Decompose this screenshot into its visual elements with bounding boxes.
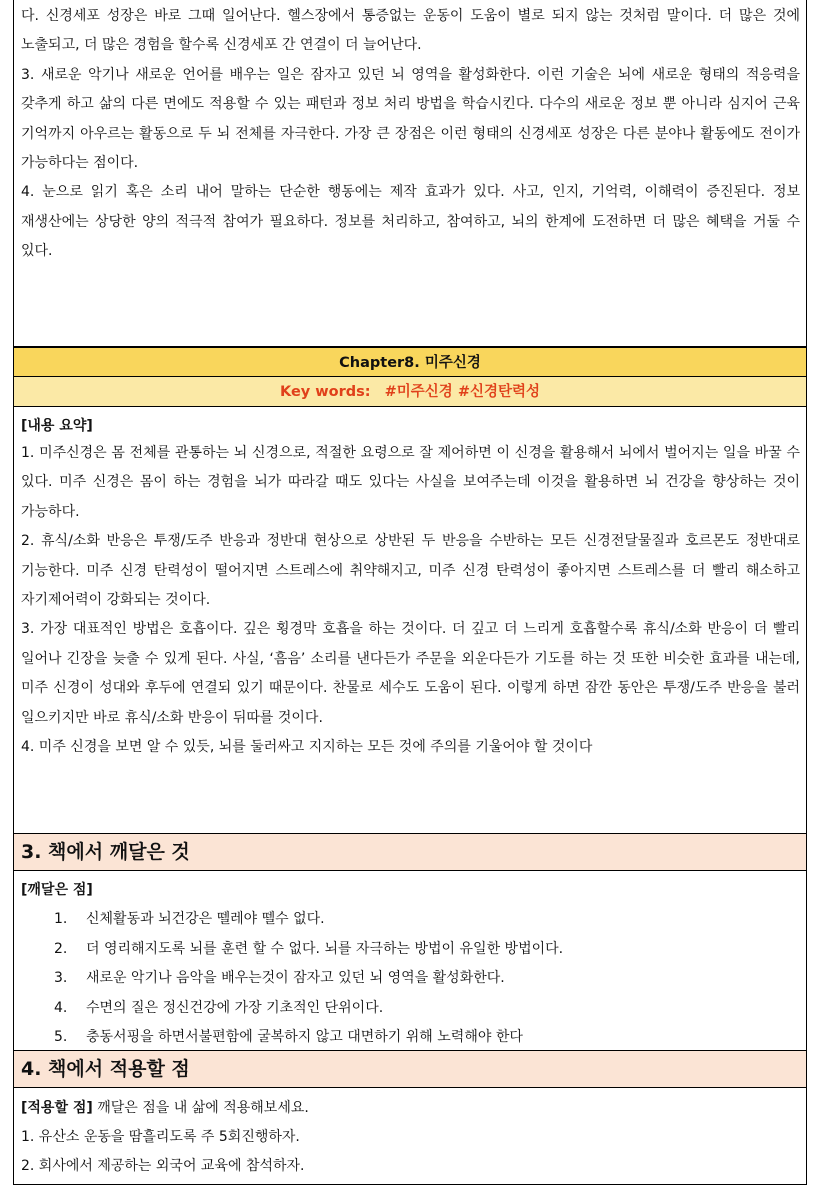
paragraph: 2. 휴식/소화 반응은 투쟁/도주 반응과 정반대 현상으로 상반된 두 반응을 수반하는 모든 신경전달물질과 호르몬도 정반대로 기능한다. 미주 신경 탄력성이 떨어지면 스트레스에 취약해지고, 미주 신경 탄력성이 좋아지면 스트레스를 더 빨리 해소하고 자기제어력이 강화되는 것이다. [21,533,800,609]
list-item: 3. 새로운 악기나 음악을 배우는것이 잠자고 있던 뇌 영역을 활성화한다. [54,970,505,986]
document-page [13,0,807,1185]
paragraph: 3. 가장 대표적인 방법은 호흡이다. 깊은 횡경막 호흡을 하는 것이다. 더 깊고 더 느리게 호흡할수록 휴식/소화 반응이 더 빨리 일어나 긴장을 늦출 수 있게 된다. 사실, ‘흠음’ 소리를 낸다든가 주문을 외운다든가 기도를 하는 것 또한 비슷한 효과를 내는데, 미주 신경이 성대와 후두에 연결되 있기 때문이다. 찬물로 세수도 도움이 된다. 이렇게 하면 잠깐 동안은 투쟁/도주 반응을 불러 일으키지만 바로 휴식/소화 반응이 뒤따를 것이다. [21,621,800,726]
list-item: 1. 신체활동과 뇌건강은 뗄레야 뗄수 없다. [54,911,325,927]
paragraph: 1. 미주신경은 몸 전체를 관통하는 뇌 신경으로, 적절한 요령으로 잘 제어하면 이 신경을 활용해서 뇌에서 벌어지는 일을 바꿀 수 있다. 미주 신경은 몸이 하는 경험을 뇌가 따라갈 때도 있다는 사실을 보여주는데 이것을 활용하면 뇌 건강을 향상하는 것이 가능하다. [21,445,800,520]
paragraph: 4. 미주 신경을 보면 알 수 있듯, 뇌를 둘러싸고 지지하는 모든 것에 주의를 기울어야 할 것이다 [21,739,593,756]
section-heading: 4. 책에서 적용할 점 [13,1051,807,1088]
keywords-value: #미주신경 #신경탄력성 [384,384,541,400]
realizations-label: [깨달은 점] [21,882,93,898]
application-label: [적용할 점] [21,1100,93,1116]
keywords-label: Key words: [279,384,371,400]
paragraph: 3. 새로운 악기나 새로운 언어를 배우는 일은 잠자고 있던 뇌 영역을 활성화한다. 이런 기술은 뇌에 새로운 형태의 적응력을 갖추게 하고 삶의 다른 면에도 적용할 수 있는 패턴과 정보 처리 방법을 학습시킨다. 다수의 새로운 정보 뿐 아니라 심지어 근육 기억까지 아우르는 활동으로 두 뇌 전체를 자극한다. 가장 큰 장점은 이런 형태의 신경세포 성장은 다른 분야나 활동에도 전이가 가능하다는 점이다. [21,66,800,172]
section-heading: 3. 책에서 깨달은 것 [13,834,807,871]
summary-label: [내용 요약] [21,418,93,434]
list-item: 1. 유산소 운동을 땀흘리도록 주 5회진행하자. [21,1129,300,1145]
realizations-box [13,871,807,1051]
application-intro: [적용할 점] 깨달은 점을 내 삶에 적용해보세요. [21,1100,309,1116]
paragraph: 다. 신경세포 성장은 바로 그때 일어난다. 헬스장에서 통증없는 운동이 도움이 별로 되지 않는 것처럼 말이다. 더 많은 것에 노출되고, 더 많은 경험을 할수록 신경세포 간 연결이 더 늘어난다. [21,8,800,54]
list-item: 5. 충동서핑을 하면서불편함에 굴복하지 않고 대면하기 위해 노력해야 한다 [54,1029,523,1045]
list-item: 2. 더 영리해지도록 뇌를 훈련 할 수 없다. 뇌를 자극하는 방법이 유일한 방법이다. [54,940,564,957]
paragraph: 4. 눈으로 읽기 혹은 소리 내어 말하는 단순한 행동에는 제작 효과가 있다. 사고, 인지, 기억력, 이해력이 증진된다. 정보 재생산에는 상당한 양의 적극적 참여가 필요하다. 정보를 처리하고, 참여하고, 뇌의 한계에 도전하면 더 많은 혜택을 거둘 수 있다. [21,184,800,260]
list-item: 4. 수면의 질은 정신건강에 가장 기초적인 단위이다. [54,999,384,1016]
realizations-list [14,905,806,1053]
summary-box [13,407,807,834]
previous-summary-continuation [13,0,807,347]
application-box [13,1088,807,1185]
chapter-title: Chapter8. 미주신경 [13,347,807,377]
keywords-row [13,377,807,407]
list-item: 2. 회사에서 제공하는 외국어 교육에 참석하자. [21,1158,305,1174]
